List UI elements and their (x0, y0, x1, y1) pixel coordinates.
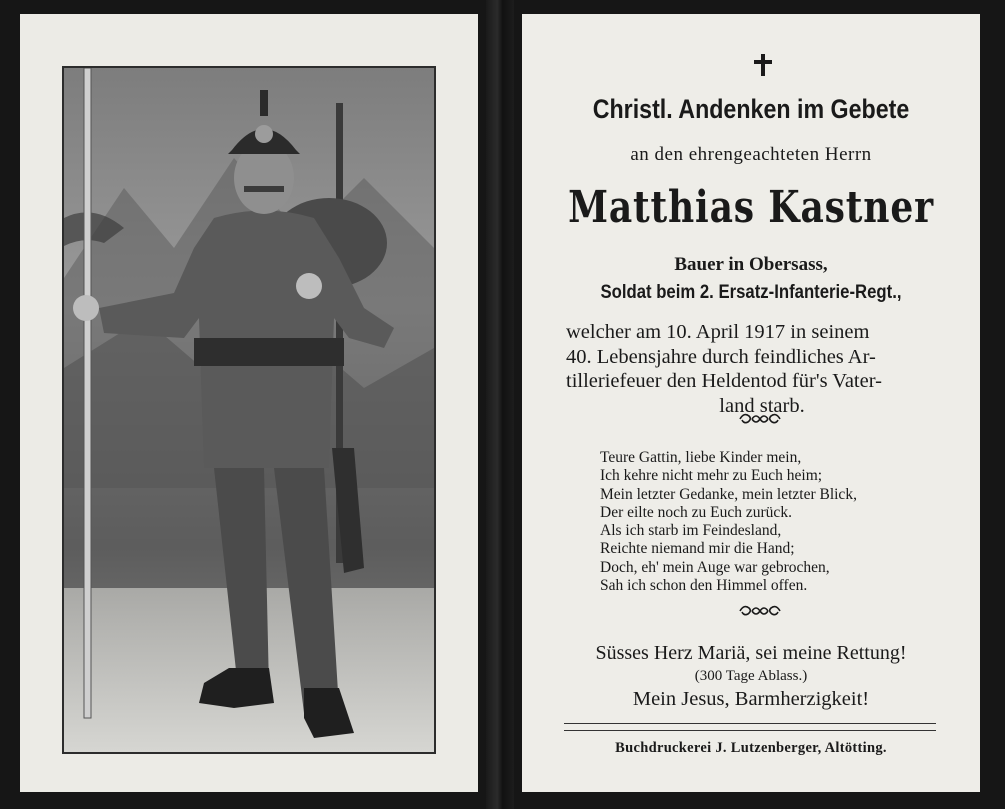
poem-line: Teure Gattin, liebe Kinder mein, (600, 449, 802, 466)
poem-line: Mein letzter Gedanke, mein letzter Blick, (600, 485, 857, 503)
poem-line: Doch, eh' mein Auge war gebrochen, (600, 558, 830, 576)
biography-line: land starb. (719, 394, 805, 417)
honorific: an den ehrengeachteten Herrn (630, 144, 872, 165)
occupation-line-1: Bauer in Obersass, (674, 254, 828, 275)
poem-line: Reichte niemand mir die Hand; (600, 540, 795, 558)
printer-credit: Buchdruckerei J. Lutzenberger, Altötting. (615, 740, 887, 756)
latin-cross-icon (750, 52, 776, 78)
prayer-line: Süsses Herz Mariä, sei meine Rettung! (595, 642, 907, 664)
card-fold (486, 0, 514, 809)
invocation-line: Mein Jesus, Barmherzigkeit! (632, 688, 870, 710)
biography (566, 320, 958, 418)
biography-line: welcher am 10. April 1917 in seinem (566, 321, 870, 343)
soldier-portrait-photo (62, 66, 436, 754)
floral-ornament-icon (736, 410, 784, 428)
poem-line: Sah ich schon den Himmel offen. (600, 577, 808, 595)
divider (564, 723, 936, 724)
biography-line: 40. Lebensjahre durch feindliches Ar- (566, 345, 876, 368)
photo-panel (20, 14, 478, 792)
poem-line: Ich kehre nicht mehr zu Euch heim; (600, 467, 823, 485)
poem-line: Als ich starb im Feindesland, (600, 522, 782, 540)
poem (600, 449, 930, 595)
indulgence-note: (300 Tage Ablass.) (694, 668, 808, 684)
biography-line: tilleriefeuer den Heldentod für's Vater- (566, 370, 882, 392)
card-title: Christl. Andenken im Gebete (592, 94, 910, 124)
deceased-name: Matthias Kastner (568, 182, 934, 233)
divider (564, 730, 936, 731)
text-panel (522, 14, 980, 792)
poem-line: Der eilte noch zu Euch zurück. (600, 503, 792, 521)
occupation-line-2: Soldat beim 2. Ersatz-Infanterie-Regt., (600, 282, 902, 303)
floral-ornament-icon (736, 602, 784, 620)
